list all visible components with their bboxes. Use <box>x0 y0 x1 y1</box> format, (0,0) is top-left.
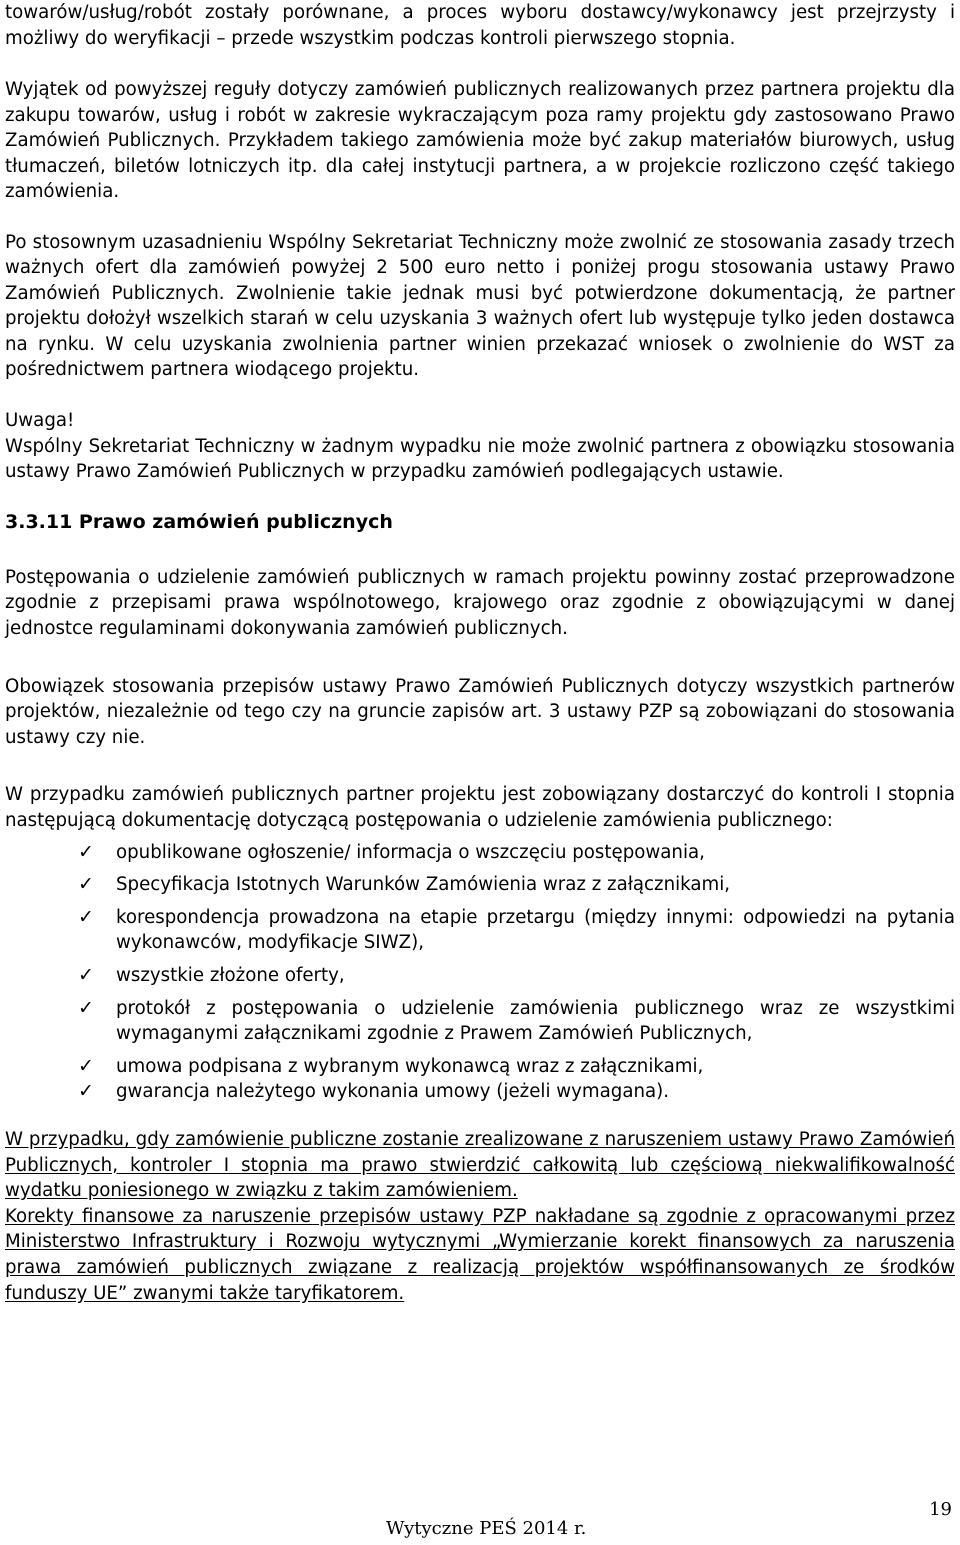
list-item: ✓ gwarancja należytego wykonania umowy (jeżeli wymagana). <box>5 1079 955 1105</box>
checkmark-icon: ✓ <box>78 1080 94 1103</box>
page-footer: Wytyczne PEŚ 2014 r. <box>386 1518 587 1539</box>
checkmark-icon: ✓ <box>78 996 94 1019</box>
note-text: Wspólny Sekretariat Techniczny w żadnym wypadku nie może zwolnić partnera z obowiązku stosowania ustawy Prawo Zamówień Publicznych w przypadku zamówień podlegających ustawie. <box>5 435 955 483</box>
checkmark-icon: ✓ <box>78 840 94 863</box>
paragraph-docs-intro: W przypadku zamówień publicznych partner projektu jest zobowiązany dostarczyć do kontroli I stopnia następującą dokumentację dotyczącą postępowania o udzielenie zamówienia publicznego: <box>5 784 955 831</box>
list-item: ✓ Specyfikacja Istotnych Warunków Zamówienia wraz z załącznikami, <box>5 872 955 898</box>
paragraph-proceedings: Postępowania o udzielenie zamówień publicznych w ramach projektu powinny zostać przeprowadzone zgodnie z przepisami prawa wspólnotowego, krajowego oraz zgodnie z obowiązującymi w danej jednostce regulaminami dokonywania zamówień publicznych. <box>5 566 955 640</box>
list-item: ✓ wszystkie złożone oferty, <box>5 963 955 989</box>
list-item: ✓ opublikowane ogłoszenie/ informacja o wszczęciu postępowania, <box>5 840 955 866</box>
section-heading: 3.3.11 Prawo zamówień publicznych <box>5 510 393 533</box>
paragraph-violation: W przypadku, gdy zamówienie publiczne zostanie zrealizowane z naruszeniem ustawy Prawo Zamówień Publicznych, kontroler I stopnia ma prawo stwierdzić całkowitą lub częściową niekwalifikowalność wydatku poniesionego w związku z takim zamówieniem. <box>5 1128 955 1202</box>
checkmark-icon: ✓ <box>78 873 94 896</box>
list-item: ✓ umowa podpisana z wybranym wykonawcą wraz z załącznikami, <box>5 1054 955 1080</box>
list-item: ✓ korespondencja prowadzona na etapie przetargu (między innymi: odpowiedzi na pytania wykonawców, modyfikacje SIWZ), <box>78 905 955 954</box>
paragraph-waiver: Po stosownym uzasadnieniu Wspólny Sekretariat Techniczny może zwolnić ze stosowania zasady trzech ważnych ofert dla zamówień powyżej 2 500 euro netto i poniżej progu stosowania ustawy Prawo Zamówień Publicznych. Zwolnienie takie jednak musi być potwierdzone dokumentacją, że partner projektu dołożył wszelkich starań w celu uzyskania 3 ważnych ofert lub występuje tylko jeden dostawca na rynku. W celu uzyskania zwolnienia partner winien przekazać wniosek o zwolnienie do WST za pośrednictwem partnera wiodącego projektu. <box>5 231 955 381</box>
paragraph-obligation: Obowiązek stosowania przepisów ustawy Prawo Zamówień Publicznych dotyczy wszystkich partnerów projektów, niezależnie od tego czy na gruncie zapisów art. 3 ustawy PZP są zobowiązani do stosowania ustawy czy nie. <box>5 675 955 748</box>
document-page <box>5 0 955 1306</box>
paragraph-corrections: Korekty finansowe za naruszenie przepisów ustawy PZP nakładane są zgodnie z opracowanymi przez Ministerstwo Infrastruktury i Rozwoju wytycznymi „Wymierzanie korekt finansowych za naruszenia prawa zamówień publicznych związane z realizacją projektów współfinansowanych ze środków funduszy UE” zwanymi także taryfikatorem. <box>5 1205 955 1304</box>
list-item: ✓ protokół z postępowania o udzielenie zamówienia publicznego wraz ze wszystkimi wymaganymi załącznikami zgodnie z Prawem Zamówień Publicznych, <box>78 996 955 1045</box>
paragraph-exception: Wyjątek od powyższej reguły dotyczy zamówień publicznych realizowanych przez partnera projektu dla zakupu towarów, usług i robót w zakresie wykraczającym poza ramy projektu gdy zastosowano Prawo Zamówień Publicznych. Przykładem takiego zamówienia może być zakup materiałów biurowych, usług tłumaczeń, biletów lotniczych itp. dla całej instytucji partnera, a w projekcie rozliczono część takiego zamówienia. <box>5 79 955 202</box>
checkmark-icon: ✓ <box>78 905 94 928</box>
document-checklist <box>5 840 955 1105</box>
checkmark-icon: ✓ <box>78 963 94 986</box>
page-number: 19 <box>929 1499 952 1520</box>
note-label: Uwaga! <box>5 410 75 432</box>
checkmark-icon: ✓ <box>78 1054 94 1077</box>
paragraph-top: towarów/usług/robót zostały porównane, a proces wyboru dostawcy/wykonawcy jest przejrzysty i możliwy do weryfikacji – przede wszystkim podczas kontroli pierwszego stopnia. <box>5 2 955 49</box>
